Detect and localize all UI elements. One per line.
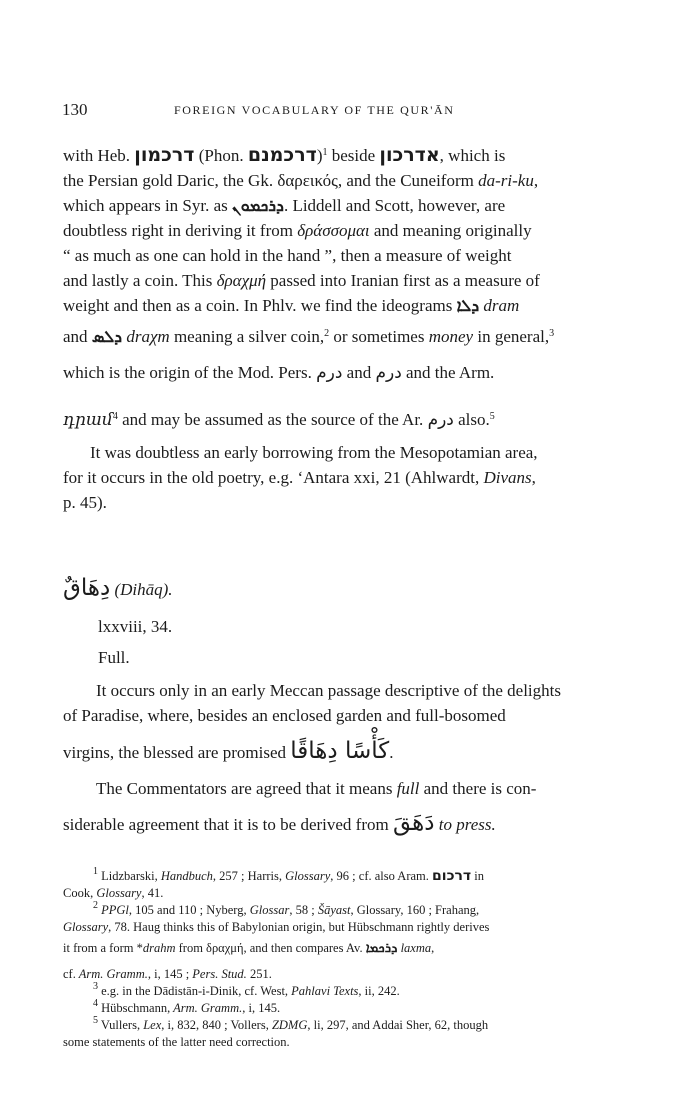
- text-line-7: [63, 295, 633, 317]
- arabic-word: درم: [427, 410, 454, 430]
- italic-term: drahm: [142, 941, 176, 955]
- footnote-2-line-4: [63, 966, 633, 983]
- text: , i, 145 ;: [147, 967, 190, 981]
- hebrew-word: דרכמון: [134, 144, 195, 166]
- italic-term: Šāyast: [314, 903, 351, 917]
- italic-term: Pahlavi Texts: [288, 984, 359, 998]
- greek-word: δράσσομαι: [292, 221, 370, 240]
- text: also.: [453, 410, 490, 429]
- footnote-4: [93, 1000, 663, 1017]
- footnote-ref: 4: [112, 411, 118, 422]
- italic-term: Arm. Gramm.: [170, 1001, 243, 1015]
- persian-word: درم: [316, 363, 343, 383]
- text-line-2: [63, 170, 633, 192]
- persian-word: درم: [375, 363, 402, 383]
- footnote-5-line-2: some statements of the latter need correction.: [63, 1035, 290, 1049]
- text-line-10: [63, 409, 633, 431]
- text: virgins, the blessed are promised: [63, 743, 287, 762]
- text-line-8: [63, 326, 633, 348]
- text: , 96 ; cf. also Aram.: [330, 869, 429, 883]
- text-line-9: [63, 362, 633, 384]
- italic-term: draχm: [126, 327, 170, 346]
- entry-arabic-word: دِهَاقٌ: [63, 575, 111, 601]
- text: doubtless right in deriving it from: [63, 221, 293, 240]
- paragraph-2-line-1: It was doubtless an early borrowing from the Mesopotamian area,: [90, 443, 538, 462]
- text: , which is: [439, 146, 506, 165]
- italic-term: Glossar: [246, 903, 290, 917]
- text: , 105 and 110 ; Nyberg,: [128, 903, 247, 917]
- text: , 257 ; Harris,: [212, 869, 283, 883]
- text: with Heb.: [63, 146, 131, 165]
- text-line-5: “ as much as one can hold in the hand ”, then a measure of weight: [63, 246, 512, 265]
- footnote-ref: 5: [489, 411, 495, 422]
- text: and: [63, 327, 88, 346]
- text: , i, 145.: [242, 1001, 281, 1015]
- paragraph-3-line-1: It occurs only in an early Meccan passage descriptive of the delights: [96, 681, 561, 700]
- text: for it occurs in the old poetry, e.g. ‘Antara xxi, 21 (Ahlwardt,: [63, 468, 480, 487]
- text: and there is con-: [419, 779, 537, 798]
- greek-word: δραχμή: [212, 271, 267, 290]
- italic-term: Lex: [140, 1018, 162, 1032]
- entry-transliteration: (Dihāq).: [114, 580, 173, 599]
- text-line-6: [63, 270, 633, 292]
- hebrew-word: אדרכון: [379, 144, 440, 166]
- text: , 58 ;: [289, 903, 315, 917]
- italic-term: dram: [483, 296, 520, 315]
- greek-word: δαρεικός: [273, 171, 338, 190]
- footnote-number: 2: [93, 900, 98, 911]
- paragraph-2-line-3: p. 45).: [63, 493, 107, 512]
- armenian-word: դրամ: [63, 410, 113, 429]
- page-header: [62, 100, 632, 124]
- text: e.g. in the Dādistān-i-Dinik, cf. West,: [101, 984, 289, 998]
- footnote-number: 3: [93, 981, 98, 992]
- text: , i, 832, 840 ; Vollers,: [161, 1018, 269, 1032]
- pahlavi-ideogram: ܕܠܣ: [91, 327, 123, 346]
- running-title: FOREIGN VOCABULARY OF THE QUR'ĀN: [174, 103, 455, 117]
- paragraph-2-line-2: [63, 467, 633, 489]
- text-line-3: [63, 195, 633, 217]
- italic-term: Handbuch: [157, 869, 213, 883]
- footnote-2: [93, 902, 663, 919]
- text: , li, 297, and Addai Sher, 62, though: [307, 1018, 489, 1032]
- text: and lastly a coin. This: [63, 271, 213, 290]
- italic-term: PPGl: [101, 903, 129, 917]
- text: from δραχμή, and then compares Av.: [175, 941, 363, 955]
- footnote-number: 1: [93, 866, 98, 877]
- text: and may be assumed as the source of the Ar.: [117, 410, 424, 429]
- footnote-number: 4: [93, 998, 98, 1009]
- hebrew-word: דרכמנם: [247, 144, 317, 166]
- italic-term: ZDMG: [268, 1018, 308, 1032]
- text: .: [389, 743, 394, 762]
- text: the Persian gold Daric, the Gk.: [63, 171, 274, 190]
- footnote-3: [93, 983, 663, 1000]
- footnote-2-line-2: [63, 919, 633, 936]
- text: in: [471, 869, 485, 883]
- text: , Glossary, 160 ; Frahang,: [350, 903, 480, 917]
- italic-term: money: [424, 327, 474, 346]
- aramaic-word: דרכום: [432, 868, 472, 884]
- text: and meaning originally: [369, 221, 532, 240]
- footnote-ref: 2: [324, 328, 330, 339]
- text-line-4: [63, 220, 633, 242]
- text: meaning a silver coin,: [169, 327, 325, 346]
- text: Hübschmann,: [101, 1001, 171, 1015]
- text: ,: [533, 171, 539, 190]
- text: weight and then as a coin. In Phlv. we find the ideograms: [63, 296, 453, 315]
- text: and the Arm.: [401, 363, 495, 382]
- arabic-word: دَهَقَ: [392, 810, 435, 836]
- entry-heading: [63, 577, 633, 601]
- italic-term: Pers. Stud.: [189, 967, 247, 981]
- text-line-1: [63, 144, 633, 167]
- syriac-word: ܕܪܟܡܘܢ: [232, 196, 284, 215]
- text: Lidzbarski,: [101, 869, 158, 883]
- text: Cook,: [63, 886, 94, 900]
- text: ): [316, 146, 323, 165]
- footnote-5: [93, 1017, 663, 1034]
- italic-term: Glossary: [63, 920, 109, 934]
- paragraph-4-line-1: [96, 778, 666, 800]
- footnote-number: 5: [93, 1015, 98, 1026]
- text: (Phon.: [198, 146, 244, 165]
- italic-term: to press.: [438, 815, 496, 834]
- footnote-1-line-2: [63, 885, 633, 902]
- text: , and the Cuneiform: [337, 171, 474, 190]
- arabic-phrase: كَأْسًا دِهَاقًا: [290, 738, 390, 764]
- italic-term: da-ri-ku: [473, 171, 534, 190]
- text: cf.: [63, 967, 76, 981]
- avestan-word: ܕܪܟܡܐ: [365, 941, 398, 956]
- paragraph-3-line-3: [63, 740, 633, 764]
- text: , 78. Haug thinks this of Babylonian origin, but Hübschmann rightly derives: [108, 920, 490, 934]
- italic-term: Glossary: [93, 886, 142, 900]
- italic-term: Glossary: [282, 869, 331, 883]
- text: ,: [531, 468, 536, 487]
- text: beside: [331, 146, 376, 165]
- text: Vullers,: [100, 1018, 141, 1032]
- pahlavi-ideogram: ܕܠܐ: [456, 296, 480, 315]
- paragraph-4-line-2: [63, 812, 633, 836]
- text: passed into Iranian first as a measure of: [266, 271, 540, 290]
- footnote-1: [93, 868, 663, 885]
- page-number: 130: [62, 100, 88, 119]
- text: , ii, 242.: [358, 984, 400, 998]
- text: ,: [431, 941, 435, 955]
- text: which is the origin of the Mod. Pers.: [63, 363, 312, 382]
- footnote-ref: 1: [322, 147, 328, 158]
- text: which appears in Syr. as: [63, 196, 228, 215]
- text: or sometimes: [329, 327, 425, 346]
- text: in general,: [473, 327, 550, 346]
- text: and: [342, 363, 372, 382]
- footnote-2-line-3: [63, 940, 633, 957]
- text: The Commentators are agreed that it means: [96, 779, 393, 798]
- text: siderable agreement that it is to be derived from: [63, 815, 389, 834]
- italic-term: full: [392, 779, 420, 798]
- italic-term: Arm. Gramm.: [75, 967, 148, 981]
- paragraph-3-line-2: of Paradise, where, besides an enclosed garden and full-bosomed: [63, 706, 506, 725]
- footnote-ref: 3: [549, 328, 555, 339]
- text: . Liddell and Scott, however, are: [283, 196, 506, 215]
- italic-term: laxma: [400, 941, 432, 955]
- gloss: Full.: [98, 648, 130, 667]
- text: 251.: [246, 967, 272, 981]
- text: it from a form *: [63, 941, 143, 955]
- sura-reference: lxxviii, 34.: [98, 617, 173, 636]
- italic-term: Divans: [479, 468, 532, 487]
- text: , 41.: [141, 886, 164, 900]
